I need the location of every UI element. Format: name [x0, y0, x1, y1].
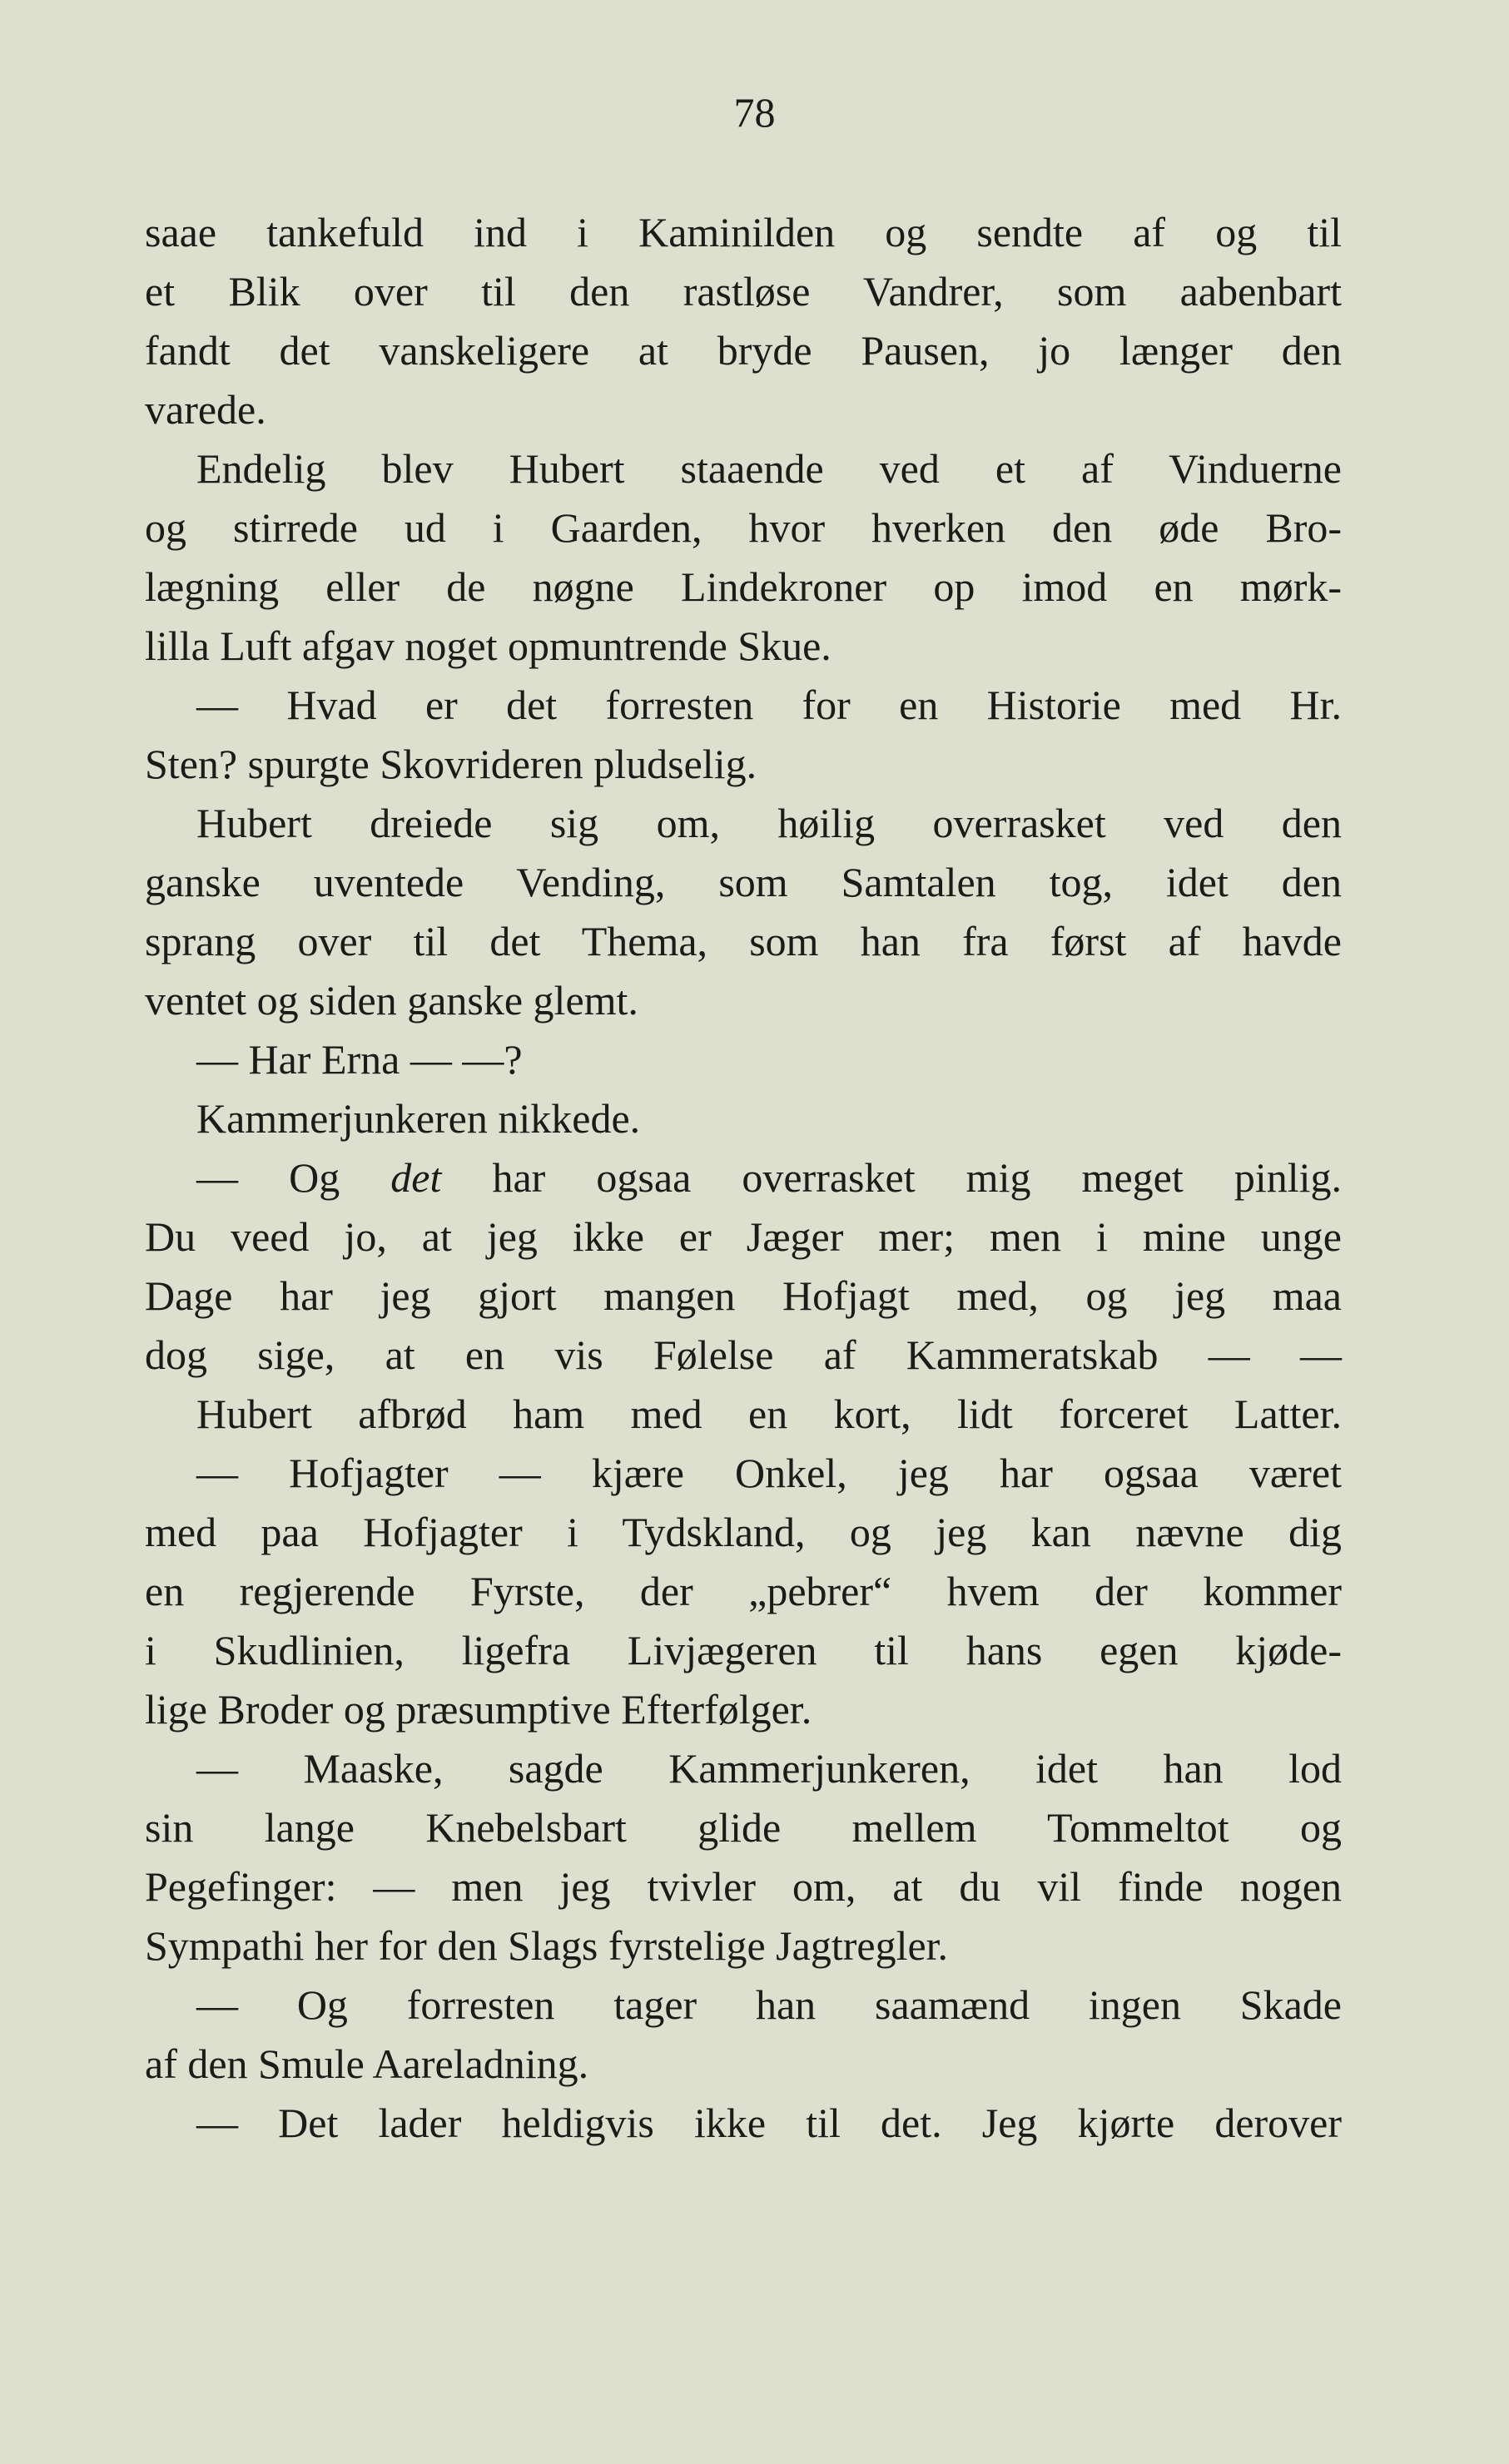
text-line: ventet og siden ganske glemt.: [145, 977, 638, 1024]
text-line: — Det lader heldigvis ikke til det. Jeg kjørte derover: [196, 2100, 1342, 2146]
page-number: 78: [733, 89, 776, 136]
text-line: — Har Erna — —?: [196, 1036, 523, 1083]
text-line: — Maaske, sagde Kammerjunkeren, idet han lod: [196, 1745, 1342, 1792]
text-line: Kammerjunkeren nikkede.: [196, 1095, 641, 1142]
text-line: Dage har jeg gjort mangen Hofjagt med, og jeg maa: [145, 1272, 1342, 1319]
text-line: ganske uventede Vending, som Samtalen tog, idet den: [145, 859, 1342, 905]
text-line: Du veed jo, at jeg ikke er Jæger mer; men i mine unge: [145, 1213, 1342, 1260]
text-line: Hubert dreiede sig om, høilig overrasket ved den: [196, 800, 1342, 846]
text-segment: — Og: [196, 1154, 391, 1201]
text-line: — Hofjagter — kjære Onkel, jeg har ogsaa været: [196, 1450, 1342, 1496]
text-segment: har ogsaa overrasket mig meget pinlig.: [441, 1154, 1342, 1201]
emphasized-word: det: [390, 1154, 442, 1201]
text-line: og stirrede ud i Gaarden, hvor hverken den øde Bro-: [145, 504, 1342, 551]
text-line: [145, 1148, 1342, 1207]
text-line: sprang over til det Thema, som han fra først af havde: [145, 918, 1342, 964]
text-line: en regjerende Fyrste, der „pebrer“ hvem der kommer: [145, 1568, 1342, 1614]
text-line: Sympathi her for den Slags fyrstelige Jagtregler.: [145, 1922, 949, 1969]
text-line: et Blik over til den rastløse Vandrer, som aabenbart: [145, 268, 1342, 315]
text-line: af den Smule Aareladning.: [145, 2040, 589, 2087]
text-line: dog sige, at en vis Følelse af Kammeratskab — —: [145, 1331, 1342, 1378]
text-line: — Hvad er det forresten for en Historie med Hr.: [196, 682, 1342, 728]
text-line: sin lange Knebelsbart glide mellem Tommeltot og: [145, 1804, 1342, 1851]
text-line: Sten? spurgte Skovrideren pludselig.: [145, 741, 757, 787]
text-line: saae tankefuld ind i Kaminilden og sendte af og til: [145, 209, 1342, 255]
text-line: lilla Luft afgav noget opmuntrende Skue.: [145, 622, 831, 669]
text-line: fandt det vanskeligere at bryde Pausen, jo længer den: [145, 327, 1342, 374]
text-line: i Skudlinien, ligefra Livjægeren til hans egen kjøde-: [145, 1627, 1342, 1673]
text-line: lige Broder og præsumptive Efterfølger.: [145, 1686, 812, 1733]
body-text: [145, 203, 1342, 2153]
text-line: varede.: [145, 386, 266, 433]
text-line: — Og forresten tager han saamænd ingen Skade: [196, 1981, 1342, 2028]
text-line: Endelig blev Hubert staaende ved et af Vinduerne: [196, 445, 1342, 492]
text-line: med paa Hofjagter i Tydskland, og jeg kan nævne dig: [145, 1509, 1342, 1555]
text-line: lægning eller de nøgne Lindekroner op imod en mørk-: [145, 563, 1342, 610]
text-line: Hubert afbrød ham med en kort, lidt forceret Latter.: [196, 1391, 1342, 1437]
text-line: Pegefinger: — men jeg tvivler om, at du vil finde nogen: [145, 1863, 1342, 1910]
